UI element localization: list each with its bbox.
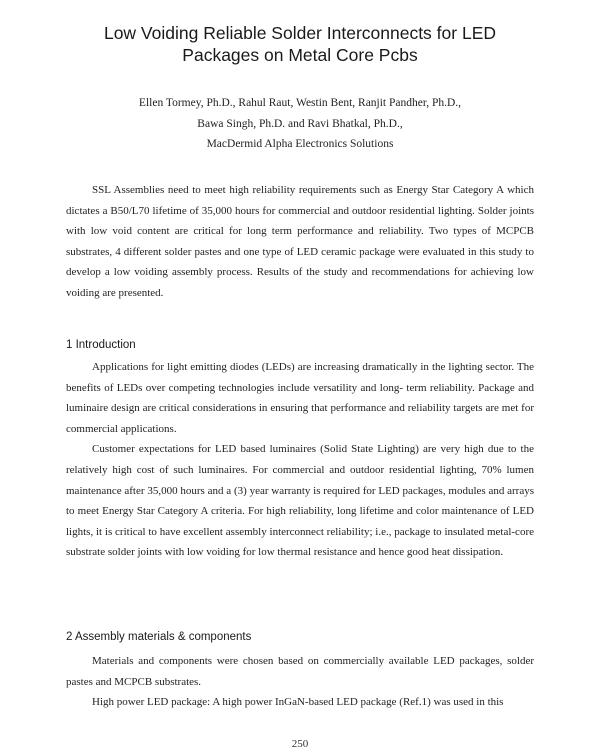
paragraph: Applications for light emitting diodes (LEDs) are increasing dramatically in the lighting sector. The benefits of LEDs over competing technologies include versatility and long- term reliability. Package and luminaire design are critical considerations in ensuring that performance and reliability targets are met for commercial applications. [66, 361, 534, 435]
section-materials-body [66, 651, 534, 713]
paragraph: Customer expectations for LED based luminaires (Solid State Lighting) are very high due to the relatively high cost of such luminaires. For commercial and outdoor residential lighting, 70% lumen maintenance after 35,000 hours and a (3) year warranty is required for LED packages, modules and arrays to meet Energy Star Category A criteria. For high reliability, long lifetime and color maintenance of LED lights, it is critical to have excellent assembly interconnect reliability; i.e., package to insulated metal-core substrate solder joints with low voiding for low thermal resistance and hence good heat dissipation. [66, 443, 534, 559]
abstract [66, 180, 534, 303]
section-introduction-body [66, 357, 534, 563]
section-heading-materials: 2 Assembly materials & components [66, 631, 252, 643]
authors-line-1: Ellen Tormey, Ph.D., Rahul Raut, Westin Bent, Ranjit Pandher, Ph.D., [138, 97, 462, 109]
abstract-text: SSL Assemblies need to meet high reliability requirements such as Energy Star Category A which dictates a B50/L70 lifetime of 35,000 hours for commercial and outdoor residential lighting. Solder joints with low void content are critical for long term performance and reliability. Two types of MCPCB substrates, 4 different solder pastes and one type of LED ceramic package were evaluated in this study to develop a low voiding assembly process. Results of the study and recommendations for achieving low voiding are presented. [66, 184, 534, 299]
paragraph: Materials and components were chosen based on commercially available LED packages, solder pastes and MCPCB substrates. [66, 655, 534, 688]
section-heading-introduction: 1 Introduction [66, 339, 136, 351]
title-line-1: Low Voiding Reliable Solder Interconnects for LED [103, 23, 497, 43]
affiliation: MacDermid Alpha Electronics Solutions [206, 138, 394, 150]
page-number: 250 [291, 738, 309, 750]
paper-title [40, 22, 560, 66]
paragraph: High power LED package: A high power InGaN-based LED package (Ref.1) was used in this [92, 696, 504, 709]
author-block [40, 93, 560, 155]
title-line-2: Packages on Metal Core Pcbs [182, 45, 418, 65]
authors-line-2: Bawa Singh, Ph.D. and Ravi Bhatkal, Ph.D., [197, 117, 403, 130]
